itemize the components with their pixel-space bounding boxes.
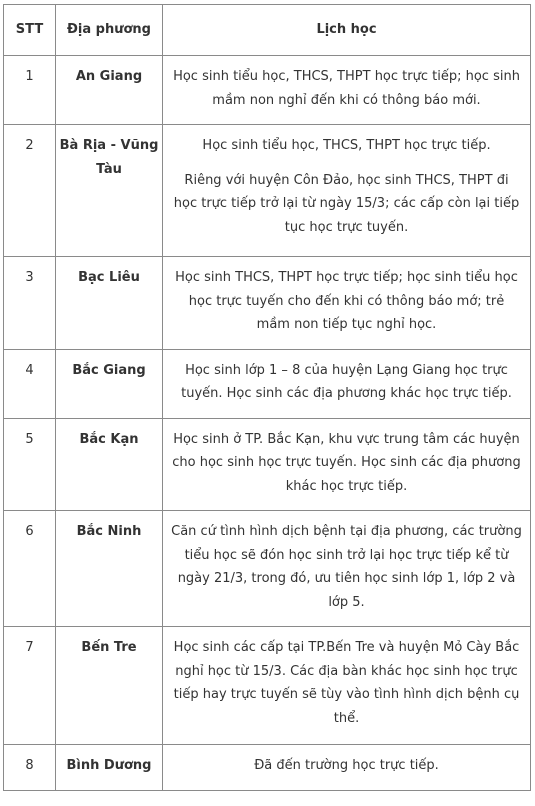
table-row	[4, 511, 531, 627]
schedule-paragraph: Học sinh tiểu học, THCS, THPT học trực tiếp; học sinh mầm non nghỉ đến khi có thông báo mới.	[173, 69, 520, 108]
schedule-paragraph: Học sinh lớp 1 – 8 của huyện Lạng Giang học trực tuyến. Học sinh các địa phương khác học trực tiếp.	[181, 362, 512, 401]
row-schedule	[163, 349, 531, 418]
row-location: Bắc Ninh	[56, 511, 163, 627]
row-schedule	[163, 627, 531, 745]
table-row	[4, 125, 531, 257]
row-stt: 6	[4, 511, 56, 627]
row-stt: 1	[4, 56, 56, 125]
row-schedule	[163, 257, 531, 350]
row-schedule	[163, 745, 531, 791]
school-schedule-table	[3, 4, 531, 791]
row-stt: 7	[4, 627, 56, 745]
row-location: Bạc Liêu	[56, 257, 163, 350]
row-stt: 4	[4, 349, 56, 418]
schedule-paragraph: Học sinh ở TP. Bắc Kạn, khu vực trung tâm các huyện cho học sinh học trực tuyến. Học sinh các địa phương khác học trực tiếp.	[172, 431, 521, 494]
table-row	[4, 257, 531, 350]
header-row	[4, 5, 531, 56]
schedule-paragraph: Riêng với huyện Côn Đảo, học sinh THCS, THPT đi học trực tiếp trở lại từ ngày 15/3; các cấp còn lại tiếp tục học trực tuyến.	[173, 172, 520, 235]
schedule-paragraph: Căn cứ tình hình dịch bệnh tại địa phương, các trường tiểu học sẽ đón học sinh trở lại học trực tiếp kể từ ngày 21/3, trong đó, ưu tiên học sinh lớp 1, lớp 2 và lớp 5.	[171, 524, 522, 610]
row-location: An Giang	[56, 56, 163, 125]
row-schedule	[163, 125, 531, 257]
table-row	[4, 349, 531, 418]
schedule-paragraph: Học sinh tiểu học, THCS, THPT học trực tiếp.	[202, 138, 491, 153]
schedule-paragraph: Học sinh các cấp tại TP.Bến Tre và huyện Mỏ Cày Bắc nghỉ học từ 15/3. Các địa bàn khác học sinh học trực tiếp hay trực tuyến sẽ tùy vào tình hình dịch bệnh cụ thể.	[173, 640, 520, 726]
row-schedule	[163, 511, 531, 627]
table-row	[4, 56, 531, 125]
row-location: Bình Dương	[56, 745, 163, 791]
header-location: Địa phương	[56, 5, 163, 56]
row-stt: 2	[4, 125, 56, 257]
schedule-paragraph: Học sinh THCS, THPT học trực tiếp; học sinh tiểu học học trực tuyến cho đến khi có thông báo mớ; trẻ mầm non tiếp tục nghỉ học.	[175, 270, 518, 332]
table-row	[4, 627, 531, 745]
row-stt: 3	[4, 257, 56, 350]
row-stt: 5	[4, 418, 56, 511]
table-row	[4, 745, 531, 791]
header-schedule: Lịch học	[163, 5, 531, 56]
table-header	[4, 5, 531, 56]
row-location: Bà Rịa - Vũng Tàu	[56, 125, 163, 257]
row-location: Bến Tre	[56, 627, 163, 745]
row-location: Bắc Kạn	[56, 418, 163, 511]
row-location: Bắc Giang	[56, 349, 163, 418]
table-body	[4, 56, 531, 791]
row-stt: 8	[4, 745, 56, 791]
row-schedule	[163, 56, 531, 125]
table-row	[4, 418, 531, 511]
header-stt: STT	[4, 5, 56, 56]
schedule-paragraph: Đã đến trường học trực tiếp.	[254, 758, 439, 773]
row-schedule	[163, 418, 531, 511]
